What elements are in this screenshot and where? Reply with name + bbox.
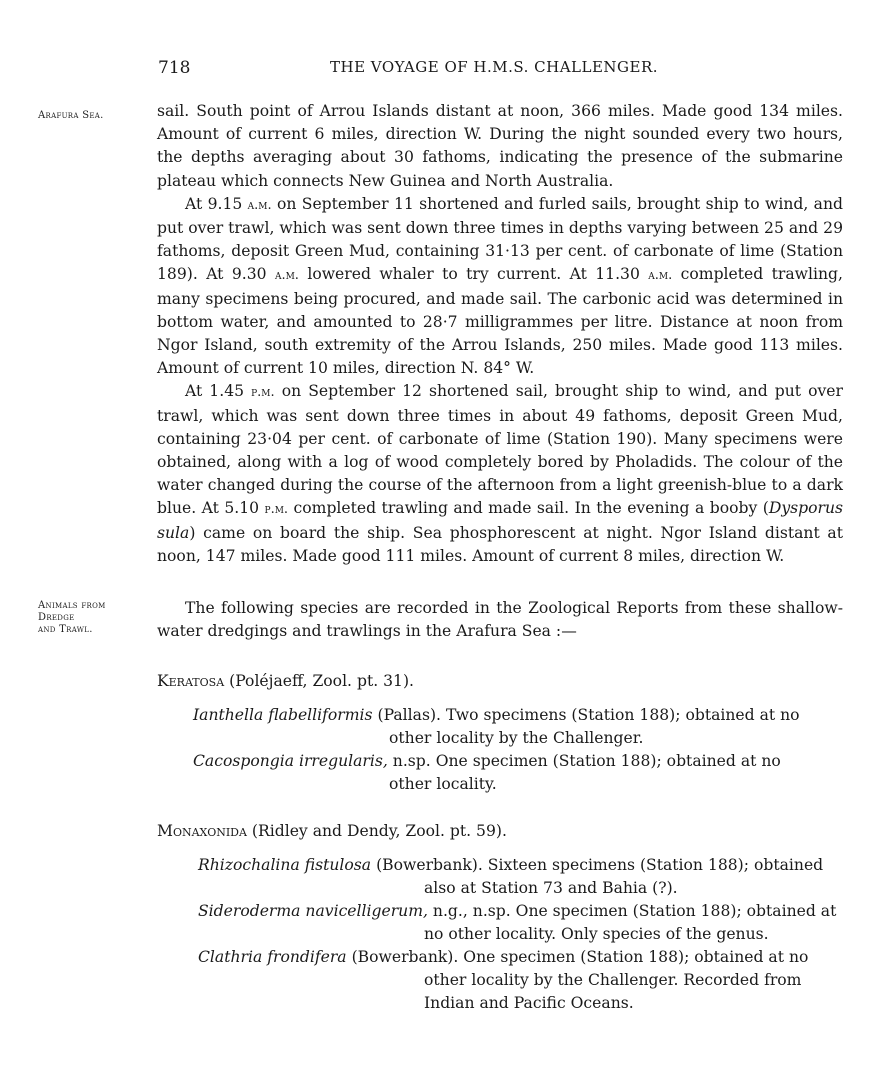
species-name: Ianthella flabelliformis — [193, 706, 373, 724]
species-entry: Ianthella flabelliformis (Pallas). Two specimens (Station 188); obtained at no other locality by the Challenger. — [193, 706, 800, 748]
sidenote-animals: Animals from Dredge and Trawl. — [38, 600, 106, 635]
species-entry: Sideroderma navicelligerum, n.g., n.sp. One specimen (Station 188); obtained at no other locality. Only species of the genus. — [198, 902, 837, 944]
paragraph-2: At 9.15 a.m. on September 11 shortened and furled sails, brought ship to wind, and put over trawl, which was sent down three times in depths varying between 25 and 29 fathoms, deposit Green Mud, containing 31·13 per cent. of carbonate of lime (Station 189). At 9.30 a.m. lowered whaler to try current. At 11.30 a.m. completed trawling, many specimens being procured, and made sail. The carbonic acid was determined in bottom water, and amounted to 28·7 milligrammes per litre. Distance at noon from Ngor Island, south extremity of the Arrou Islands, 250 miles. Made good 113 miles. Amount of current 10 miles, direction N. 84° W. — [157, 194, 843, 378]
paragraph-3: At 1.45 p.m. on September 12 shortened sail, brought ship to wind, and put over trawl, which was sent down three times in about 49 fathoms, deposit Green Mud, containing 23·04 per cent. of carbonate of lime (Station 190). Many specimens were obtained, along with a log of wood completely bored by Pholadids. The colour of the water changed during the course of the afternoon from a light greenish-blue to a dark blue. At 5.10 p.m. completed trawling and made sail. In the evening a booby (Dysporus sula) came on board the ship. Sea phosphorescent at night. Ngor Island distant at noon, 147 miles. Made good 111 miles. Amount of current 8 miles, direction W. — [157, 382, 843, 565]
species-entry: Cacospongia irregularis, n.sp. One specimen (Station 188); obtained at no other locality. — [193, 752, 781, 794]
running-title: THE VOYAGE OF H.M.S. CHALLENGER. — [330, 58, 659, 76]
main-text — [157, 100, 843, 568]
species-name: Sideroderma navicelligerum, — [198, 902, 428, 920]
species-entry: Rhizochalina fistulosa (Bowerbank). Sixteen specimens (Station 188); obtained also at Station 73 and Bahia (?). — [198, 856, 824, 898]
sidenote-arafura-sea: Arafura Sea. — [38, 110, 104, 121]
species-intro — [157, 597, 843, 643]
paragraph-4: The following species are recorded in the Zoological Reports from these shallow-water dredgings and trawlings in the Arafura Sea :— — [157, 599, 843, 641]
group-title-keratosa: Keratosa (Poléjaeff, Zool. pt. 31). — [157, 672, 415, 690]
species-entry: Clathria frondifera (Bowerbank). One specimen (Station 188); obtained at no other locality by the Challenger. Recorded from Indian and Pacific Oceans. — [198, 948, 809, 1013]
species-name: Rhizochalina fistulosa — [198, 856, 372, 874]
group-title-monaxonida: Monaxonida (Ridley and Dendy, Zool. pt. 59). — [157, 822, 507, 840]
page-number: 718 — [158, 58, 191, 78]
species-name: Clathria frondifera — [198, 948, 347, 966]
paragraph-1: sail. South point of Arrou Islands distant at noon, 366 miles. Made good 134 miles. Amount of current 6 miles, direction W. During the night sounded every two hours, the depths averaging about 30 fathoms, indicating the presence of the submarine plateau which connects New Guinea and North Australia. — [157, 102, 843, 190]
running-header — [0, 58, 880, 84]
species-name: Cacospongia irregularis, — [193, 752, 388, 770]
